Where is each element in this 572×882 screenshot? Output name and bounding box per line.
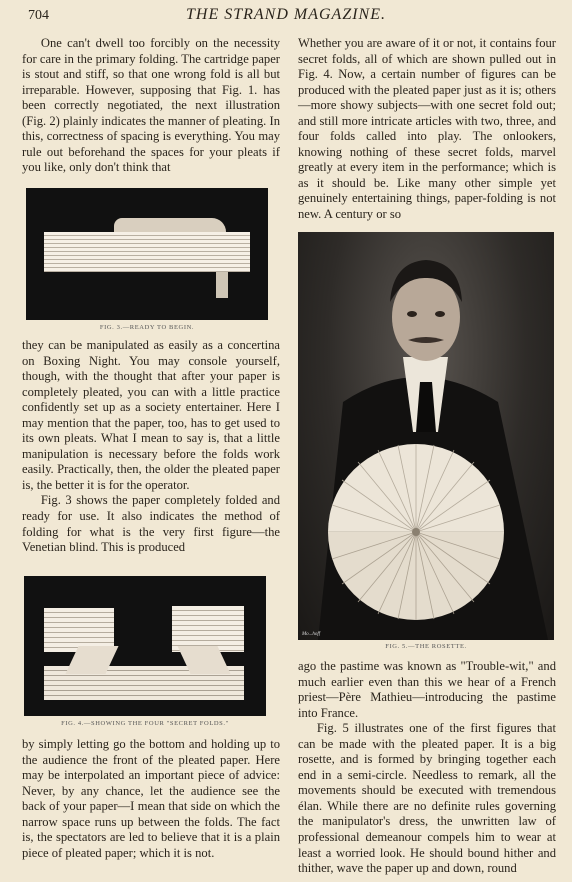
fig3-photo [26, 188, 268, 320]
fig4-caption: FIG. 4.—SHOWING THE FOUR "SECRET FOLDS." [61, 720, 229, 727]
right-top-paragraph: Whether you are aware of it or not, it contains four secret folds, all of which are shown pulled out in Fig. 4. Now, a certain number of figures can be produced with the pleated paper just as it is; others—more showy subjects—with one secret fold out; and still more intricate articles with two, three, and four folds called into play. The onlookers, knowing nothing of these secret folds, marvel greatly at every item in the performance; which is as it should be. Like many other simple yet genuinely entertaining things, paper-folding is not new. A century or so [298, 36, 556, 222]
left-bottom-paragraph: by simply letting go the bottom and holding up to the audience the front of the pleated paper. Here may be interpolated an important piece of advice: Never, by any chance, let the audience see the back of your paper—I mean that side on which the narrow space runs up between the folds. The fact is, the spectators are led to believe that it is a plain piece of pleated paper; which it is not. [22, 737, 280, 860]
photo-signature: Mo...hoff [302, 632, 321, 637]
right-bottom-text [298, 659, 556, 877]
right-bottom-paragraph-2: Fig. 5 illustrates one of the first figures that can be made with the pleated paper. It is a big rosette, and is formed by bringing together each end in a semi-circle. Needless to remark, all the movements should be executed with tremendous élan. While there are no definite rules governing the manipulator's dress, the unwritten law of professional demeanour compels him to wear at least a worried look. He should bound hither and thither, wave the paper up and down, round [298, 721, 556, 876]
left-middle-paragraph-2: Fig. 3 shows the paper completely folded and ready for use. It also indicates the method of folding for what is the very first figure—the Venetian blind. This is produced [22, 493, 280, 555]
fig5-photo [298, 232, 554, 640]
left-top-paragraph: One can't dwell too forcibly on the necessity for care in the primary folding. The cartridge paper is stout and stiff, so that one wrong fold is all but irreparable. However, supposing that Fig. 1. has been correctly negotiated, the next illustration (Fig. 2) plainly indicates the manner of pleating. In this, correctness of spacing is everything. You may rule out beforehand the spaces for your pleats if you like, only don't think that [22, 36, 280, 175]
page-number: 704 [28, 8, 49, 23]
left-middle-text [22, 338, 280, 556]
left-top-text [22, 36, 280, 176]
left-bottom-text [22, 737, 280, 861]
right-bottom-paragraph-1: ago the pastime was known as "Trouble-wit," and much earlier even than this we hear of a French priest—Père Mathieu—introducing the pastime into France. [298, 659, 556, 720]
left-middle-paragraph-1: they can be manipulated as easily as a concertina on Boxing Night. You may console yourself, though, with the thought that after your paper is completely pleated, you can with a little practice confidently set up as a society entertainer. Here I may mention that the paper, too, has to get used to its own pleats. What I mean to say is, that a little manipulation is necessary before the folds work easily. Practically, then, the older the pleated paper is, the better it is for the operator. [22, 338, 280, 492]
fig3-caption: FIG. 3.—READY TO BEGIN. [99, 324, 195, 331]
fig4-photo [24, 576, 266, 716]
magazine-title: THE STRAND MAGAZINE. [186, 6, 386, 23]
rosette-figure [298, 232, 554, 640]
right-top-text [298, 36, 556, 223]
fig5-caption: FIG. 5.—THE ROSETTE. [385, 643, 467, 650]
